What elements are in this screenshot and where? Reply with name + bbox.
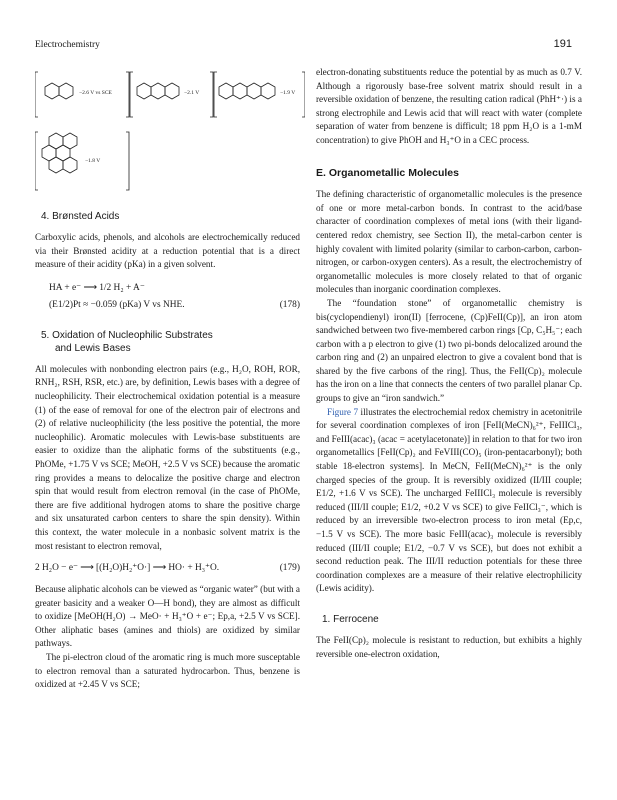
naphthalene-potential: −2.6 V vs SCE xyxy=(79,90,112,96)
paragraph: Carboxylic acids, phenols, and alcohols are electrochemically reduced via their Brønsted acidity at a reduction potential that is a direct measure of their acidity (pKa) in a given solvent. xyxy=(35,232,300,270)
paragraph: The FeII(Cp)₂ molecule is resistant to reduction, but exhibits a highly reversible one-electron oxidation, xyxy=(316,634,582,659)
tetracene-structure xyxy=(219,83,275,99)
paragraph: electron-donating substituents reduce the potential by as much as 0.7 V. Although a rigorously base-free solvent matrix should result in a reversible oxidation of benzene, the resulting cation radical (PhH⁺·) is a strong electrophile and Lewis acid that will react with water (complete separation of water from benzene is difficult; 18 ppm H₂O is a 1-mM concentration) to give PhOH and H₃⁺O in a CEC process. xyxy=(316,67,582,145)
equation-178: (E1/2)Pt ≈ −0.059 (pKa) V vs NHE. (178) xyxy=(49,299,300,310)
paragraph: All molecules with nonbonding electron pairs (e.g., H₂O, ROH, ROR, RNH₂, RSH, RSR, etc.) are, by definition, Lewis bases with a degree of nucleophilicity. Their electrochemical oxidation potential is a measure (1) of the ease of removal for one of the electron pair of electrons and (2) of relative nucleophilicity (the less positive the potential, the more nucleophilic). Aromatic molecules with Lewis-base substituents are easier to oxidize than the aliphatic forms of the substituents (e.g., PhOMe, +1.75 V vs SCE; MeOH, +2.5 V vs SCE) because the aromatic ring provides a means to delocalize the positive charge and electron spin that would result from electron removal (in the case of PhOMe, there are five additional hydrogen atoms to share the positive charge and six unsaturated carbon centers to share the spin density). Within this context, the water molecule in a nonbasic solvent matrix is the most resistant to electron removal, xyxy=(35,363,300,551)
bracket xyxy=(35,72,38,117)
perylene-potential: −1.8 V xyxy=(85,158,101,164)
paragraph: The pi-electron cloud of the aromatic ring is much more susceptable to electron removal than a saturated hydrocarbon. Thus, benzene is oxidized at +2.45 V vs SCE; xyxy=(35,652,300,690)
paragraph: Figure 7 illustrates the electrochemial redox chemistry in acetonitrile for several coordination complexes of iron [FeII(MeCN)₆²⁺, FeIIICl₃, and FeIII(acac)₃ (acac = acetylacetonate)] in relation to that for two iron organometallics [FeII(Cp)₂ and FeVIII(CO)₅ (iron-pentacarbonyl); both stable 18-electron systems]. In MeCN, FeII(MeCN)₆²⁺ is the only charged species of the group. It is reversibly oxidized (II/III couple; E1/2, +1.6 V vs SCE). The uncharged FeIIICl₃ molecule is reversibly reduced (III/II couple; E1/2, +0.2 V vs SCE) to give FeIICl₃⁻, which is reduced by an irreversible two-electron process to iron metal (Ep,c, −1.5 V vs SCE). The more basic FeIII(acac)₃ molecule is reversibly reduced (III/II couple; E1/2, −0.7 V vs SCE), but does not exhibit a second reduction peak. The III/II reduction potentials for these three coordination complexes are a measure of their relative electrophilicity (Lewis acidity). xyxy=(316,406,582,594)
subsection-heading-ferrocene: 1. Ferrocene xyxy=(322,613,379,625)
running-header: Electrochemistry xyxy=(35,40,100,50)
perylene-structure xyxy=(42,133,77,173)
section-heading-oxidation-line2: and Lewis Bases xyxy=(55,342,131,354)
structures-figure xyxy=(35,62,305,192)
anthracene-structure xyxy=(137,83,179,99)
page-number: 191 xyxy=(553,38,572,50)
section-heading-brønsted-acids: 4. Brønsted Acids xyxy=(41,211,120,222)
tetracene-potential: −1.9 V xyxy=(280,90,296,96)
paragraph: The “foundation stone” of organometallic chemistry is bis(cyclopendienyl) iron(II) [ferrocene, (Cp)FeII(Cp)], an iron atom sandwiched between two five-membered carbon rings [Cp, C₅H₅⁻; each carbon with a p electron to give (1) two pi-bonds delocalized around the carbon ring and (2) an unpaired electron to give a covalent bond that is shared by the five carbons of the ring]. Thus, the FeII(Cp)₂ molecule has the iron on a line that connects the centers of two parallel planar Cp. groups to give an “iron sandwich.” xyxy=(316,297,582,404)
anthracene-potential: −2.1 V xyxy=(184,90,200,96)
naphthalene-structure xyxy=(45,83,73,99)
figure-7-link[interactable]: Figure 7 xyxy=(327,406,359,417)
left-column xyxy=(35,210,300,692)
equation-179: 2 H₂O − e⁻ ⟶ [(H₂O)H₂⁺O·] ⟶ HO· + H₃⁺O. (179) xyxy=(35,563,300,574)
right-column xyxy=(316,66,582,661)
equation: HA + e⁻ ⟶ 1/2 H₂ + A⁻ xyxy=(49,282,145,293)
paragraph: The defining characteristic of organometallic molecules is the presence of one or more metal-carbon bonds. In contrast to the acid/base character of coordination complexes of metal ions (with their ligand-centered redox chemistry, see Section II), the metal-carbon center is highly covalent with limited polarity (similar to carbon-carbon, carbon-nitrogen, or carbon-oxygen centers). As a result, the electrochemistry of organometallic molecules is more closely related to that of organic molecules than inorganic coordination complexes. xyxy=(316,189,582,295)
section-heading-oxidation-line1: 5. Oxidation of Nucleophilic Substrates xyxy=(41,329,213,341)
section-heading-organometallic: E. Organometallic Molecules xyxy=(316,166,459,179)
paragraph: Because aliphatic alcohols can be viewed as “organic water” (but with a greater basicity and a weaker O—H bond), they are almost as difficult to oxidize [MeOH(H₂O) → MeO· + H₃⁺O + e⁻; Ep,a, +2.5 V vs SCE]. Other aliphatic bases (amines and thiols) are oxidized by similar pathways. xyxy=(35,584,300,649)
